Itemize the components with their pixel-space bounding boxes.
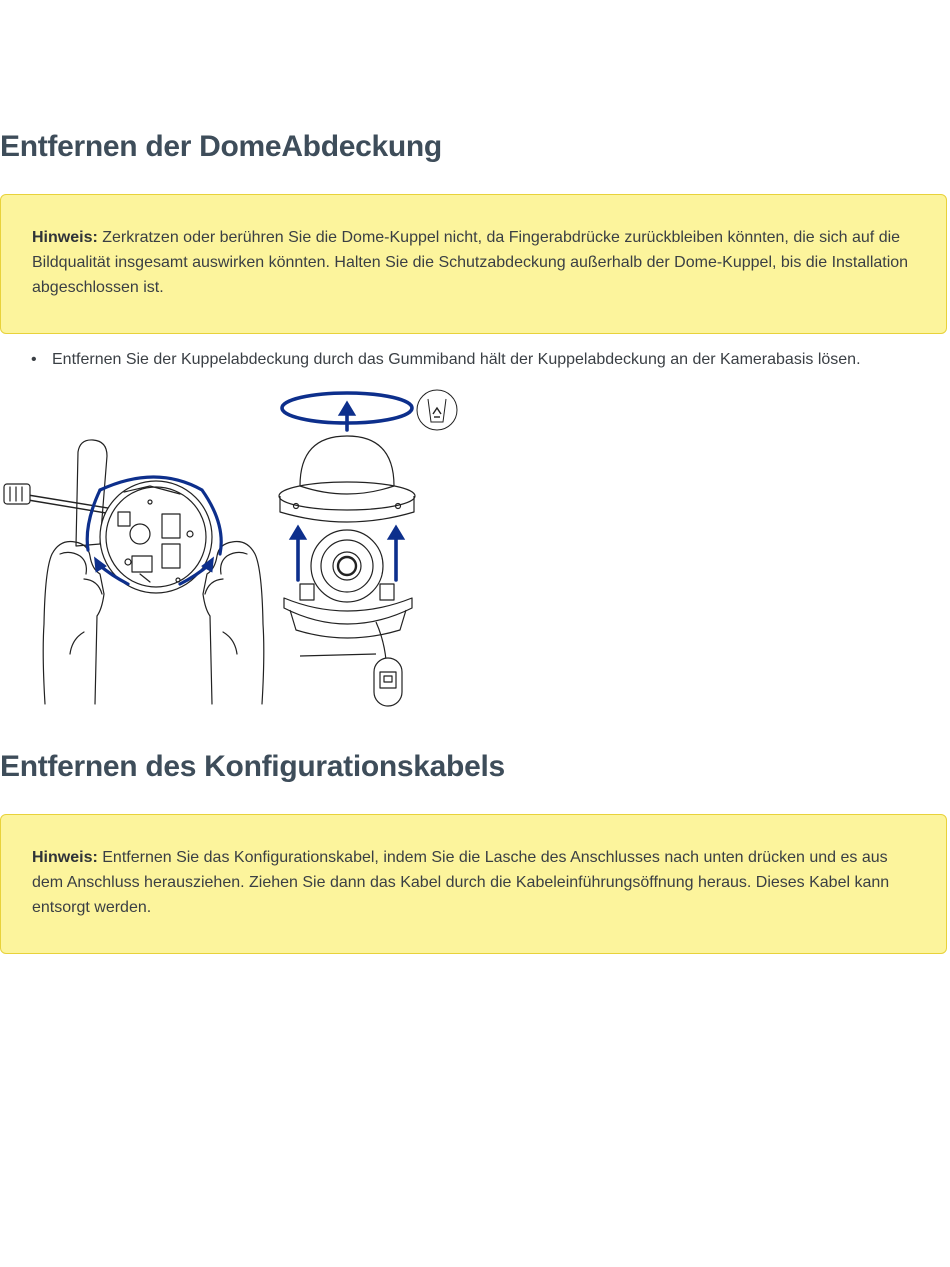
section-title-cable: Entfernen des Konfigurationskabels: [0, 750, 505, 783]
bullet-dot: •: [31, 351, 37, 368]
dome-removal-illustration: [0, 384, 470, 714]
note-text: Entfernen Sie das Konfigurationskabel, indem Sie die Lasche des Anschlusses nach unten drücken und es aus dem Anschluss herausziehen. Ziehen Sie dann das Kabel durch die Kabeleinführungsöffnung heraus. Dieses Kabel kann entsorgt werden.: [32, 849, 890, 916]
note-box-dome: [0, 194, 947, 334]
list-item: [31, 347, 941, 372]
recycle-bin-icon: [417, 390, 457, 430]
section-title-dome: Entfernen der DomeAbdeckung: [0, 130, 442, 163]
bullet-text: Entfernen Sie der Kuppelabdeckung durch das Gummiband hält der Kuppelabdeckung an der Kamerabasis lösen.: [52, 351, 861, 368]
note-text: Zerkratzen oder berühren Sie die Dome-Kuppel nicht, da Fingerabdrücke zurückbleiben könnten, die sich auf die Bildqualität insgesamt auswirken könnten. Halten Sie die Schutzabdeckung außerhalb der Dome-Kuppel, bis die Installation abgeschlossen ist.: [32, 229, 909, 296]
note-label: Hinweis:: [32, 849, 98, 866]
note-box-cable: [0, 814, 947, 954]
note-label: Hinweis:: [32, 229, 98, 246]
